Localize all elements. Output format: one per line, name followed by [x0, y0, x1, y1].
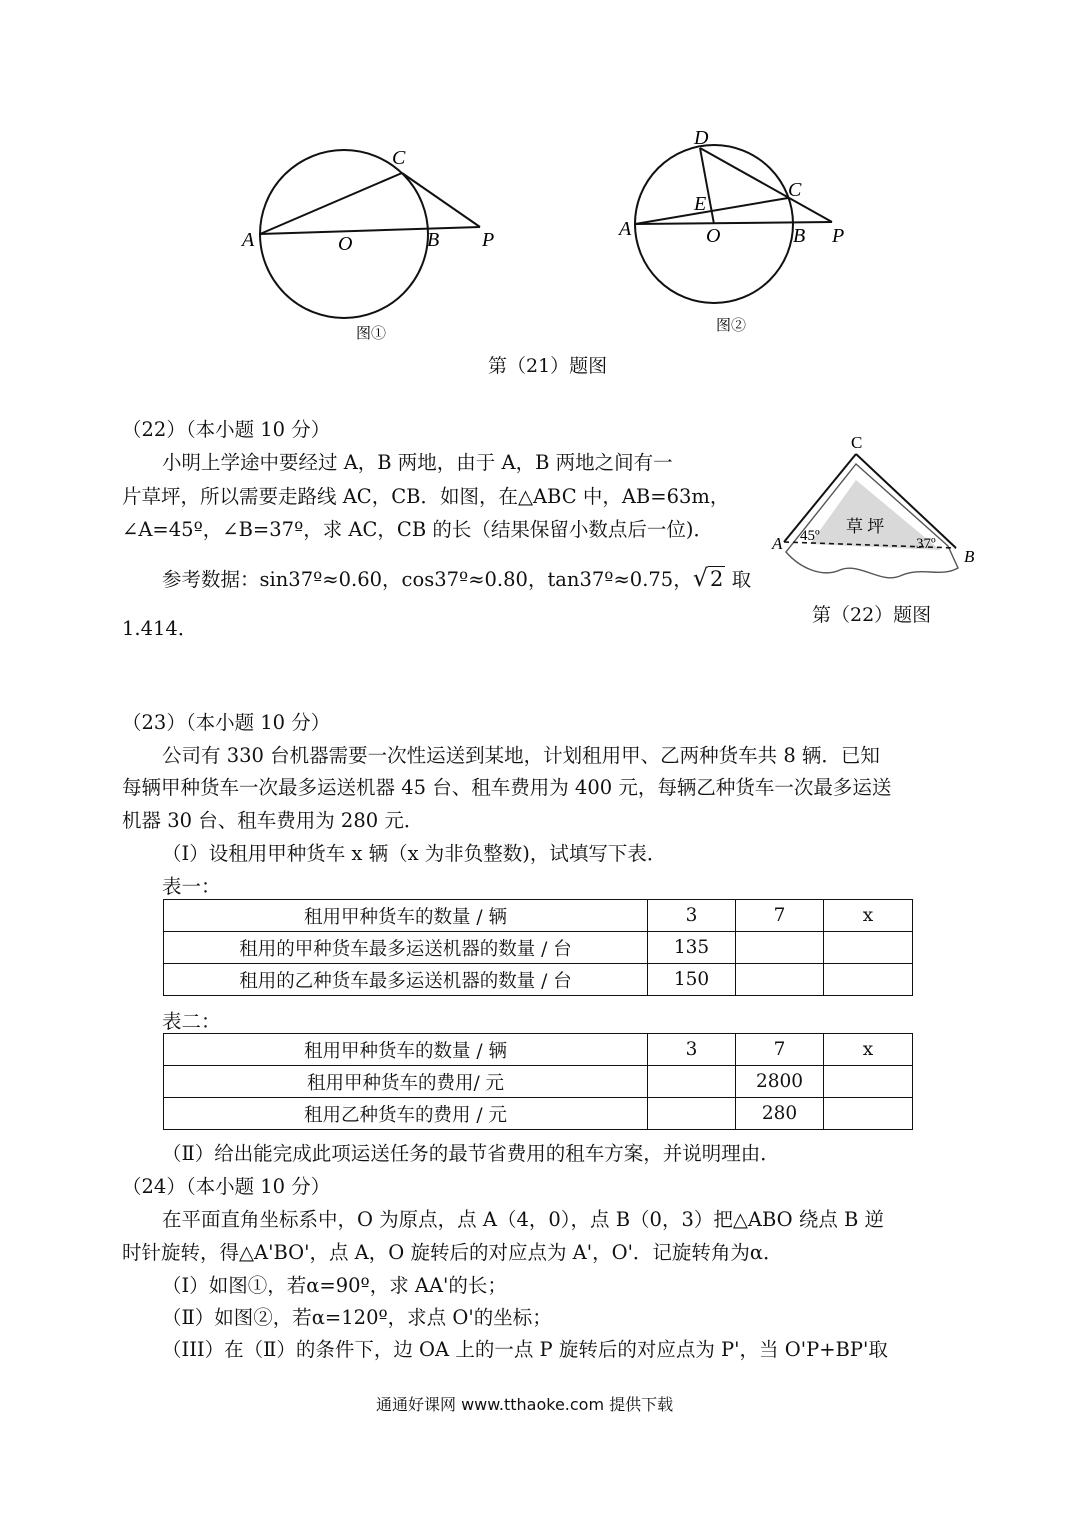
table-cell	[648, 1066, 736, 1098]
q22-line-3: ∠A=45º，∠B=37º，求 AC，CB 的长（结果保留小数点后一位)．	[122, 518, 713, 541]
table-cell	[736, 964, 824, 996]
table-cell: 7	[736, 900, 824, 932]
lawn-label: 草 坪	[846, 517, 885, 536]
table-row	[164, 1098, 913, 1130]
q22-reference	[162, 564, 751, 592]
table-row	[164, 932, 913, 964]
table-row	[164, 1066, 913, 1098]
table-1-title: 表一：	[162, 875, 221, 898]
q22-line-1: 小明上学途中要经过 A，B 两地，由于 A，B 两地之间有一	[162, 451, 673, 474]
segment-cp	[402, 173, 480, 227]
figure-22-diagram	[770, 428, 985, 598]
figure-22-caption: 第（22）题图	[812, 604, 932, 626]
page-footer: 通通好课网 www.tthaoke.com 提供下载	[376, 1395, 674, 1414]
fig1-label-b: B	[427, 229, 440, 251]
q23-line-3: 机器 30 台、租车费用为 280 元．	[122, 809, 424, 832]
label-c: C	[851, 433, 863, 452]
fig2-caption: 图②	[716, 318, 747, 334]
table-cell: 150	[648, 964, 736, 996]
segment-ac	[260, 173, 402, 234]
table-cell: 280	[736, 1098, 824, 1130]
table-cell: x	[824, 1034, 913, 1066]
angle-b-label: 37º	[916, 536, 936, 552]
fig2-label-o: O	[706, 225, 721, 247]
table-cell: x	[824, 900, 913, 932]
table-cell	[824, 964, 913, 996]
fig2-label-p: P	[832, 225, 845, 247]
figure-21-diagrams	[240, 120, 860, 350]
sqrt-radicand: 2	[710, 567, 724, 591]
q23-part-2: （Ⅱ）给出能完成此项运送任务的最节省费用的租车方案，并说明理由．	[162, 1142, 780, 1165]
table-cell: 7	[736, 1034, 824, 1066]
table-cell	[824, 1098, 913, 1130]
fig1-label-c: C	[392, 147, 406, 169]
label-b: B	[964, 547, 975, 566]
table-row	[164, 964, 913, 996]
fig2-label-b: B	[793, 225, 806, 247]
table-cell: 2800	[736, 1066, 824, 1098]
label-a: A	[772, 534, 783, 553]
figure-21-caption: 第（21）题图	[488, 355, 608, 377]
table-row	[164, 1034, 913, 1066]
table-cell	[824, 932, 913, 964]
q22-reference-text: 参考数据：sin37º≈0.60，cos37º≈0.80，tan37º≈0.75，	[162, 568, 693, 591]
q22-line-2: 片草坪，所以需要走路线 AC，CB．如图，在△ABC 中，AB=63m，	[122, 485, 730, 508]
angle-a-label: 45º	[800, 528, 820, 544]
fig1-caption: 图①	[356, 326, 387, 342]
table-cell: 租用的甲种货车最多运送机器的数量 / 台	[164, 932, 648, 964]
table-cell	[824, 1066, 913, 1098]
fig1-label-o: O	[338, 233, 353, 255]
q24-header: （24）（本小题 10 分）	[122, 1175, 331, 1198]
segment-ap2	[635, 222, 832, 224]
q22-reference-tail: 取	[731, 568, 752, 591]
fig2-label-a: A	[619, 218, 632, 240]
table-cell: 租用甲种货车的费用/ 元	[164, 1066, 648, 1098]
fig2-label-c: C	[788, 179, 802, 201]
q22-header: （22）（本小题 10 分）	[122, 418, 331, 441]
q22-reference-line-2: 1.414．	[122, 617, 198, 640]
figure-21-1	[260, 150, 480, 318]
fig2-label-d: D	[694, 127, 709, 149]
fig1-label-a: A	[242, 229, 255, 251]
table-cell: 3	[648, 900, 736, 932]
table-cell: 租用乙种货车的费用 / 元	[164, 1098, 648, 1130]
table-2-title: 表二：	[162, 1010, 221, 1033]
q24-line-3: （Ⅰ）如图①，若α=90º，求 AA'的长；	[162, 1274, 507, 1297]
q24-line-5: （III）在（Ⅱ）的条件下，边 OA 上的一点 P 旋转后的对应点为 P'，当 O'P+BP'取	[162, 1338, 888, 1361]
sqrt-symbol: √	[692, 564, 709, 592]
table-cell: 135	[648, 932, 736, 964]
figure-21-2	[635, 145, 832, 303]
fig2-label-e: E	[694, 193, 707, 215]
fig1-label-p: P	[482, 229, 495, 251]
q23-header: （23）（本小题 10 分）	[122, 711, 331, 734]
table-cell	[648, 1098, 736, 1130]
table-cell: 租用甲种货车的数量 / 辆	[164, 900, 648, 932]
q24-line-4: （Ⅱ）如图②，若α=120º，求点 O'的坐标；	[162, 1306, 552, 1329]
q23-line-1: 公司有 330 台机器需要一次性运送到某地，计划租用甲、乙两种货车共 8 辆．已知	[162, 744, 880, 767]
q24-line-2: 时针旋转，得△A'BO'，点 A，O 旋转后的对应点为 A'，O'．记旋转角为α．	[122, 1241, 783, 1264]
table-cell: 租用甲种货车的数量 / 辆	[164, 1034, 648, 1066]
table-2	[163, 1033, 913, 1130]
segment-dp	[700, 148, 832, 222]
table-cell	[736, 932, 824, 964]
q23-part-1: （Ⅰ）设租用甲种货车 x 辆（x 为非负整数)，试填写下表．	[162, 842, 667, 865]
table-1	[163, 899, 913, 996]
table-row	[164, 900, 913, 932]
table-cell: 租用的乙种货车最多运送机器的数量 / 台	[164, 964, 648, 996]
q24-line-1: 在平面直角坐标系中，O 为原点，点 A（4，0），点 B（0，3）把△ABO 绕点 B 逆	[162, 1208, 885, 1231]
segment-ap	[260, 227, 480, 234]
q23-line-2: 每辆甲种货车一次最多运送机器 45 台、租车费用为 400 元，每辆乙种货车一次最多运送	[122, 776, 892, 799]
table-cell: 3	[648, 1034, 736, 1066]
